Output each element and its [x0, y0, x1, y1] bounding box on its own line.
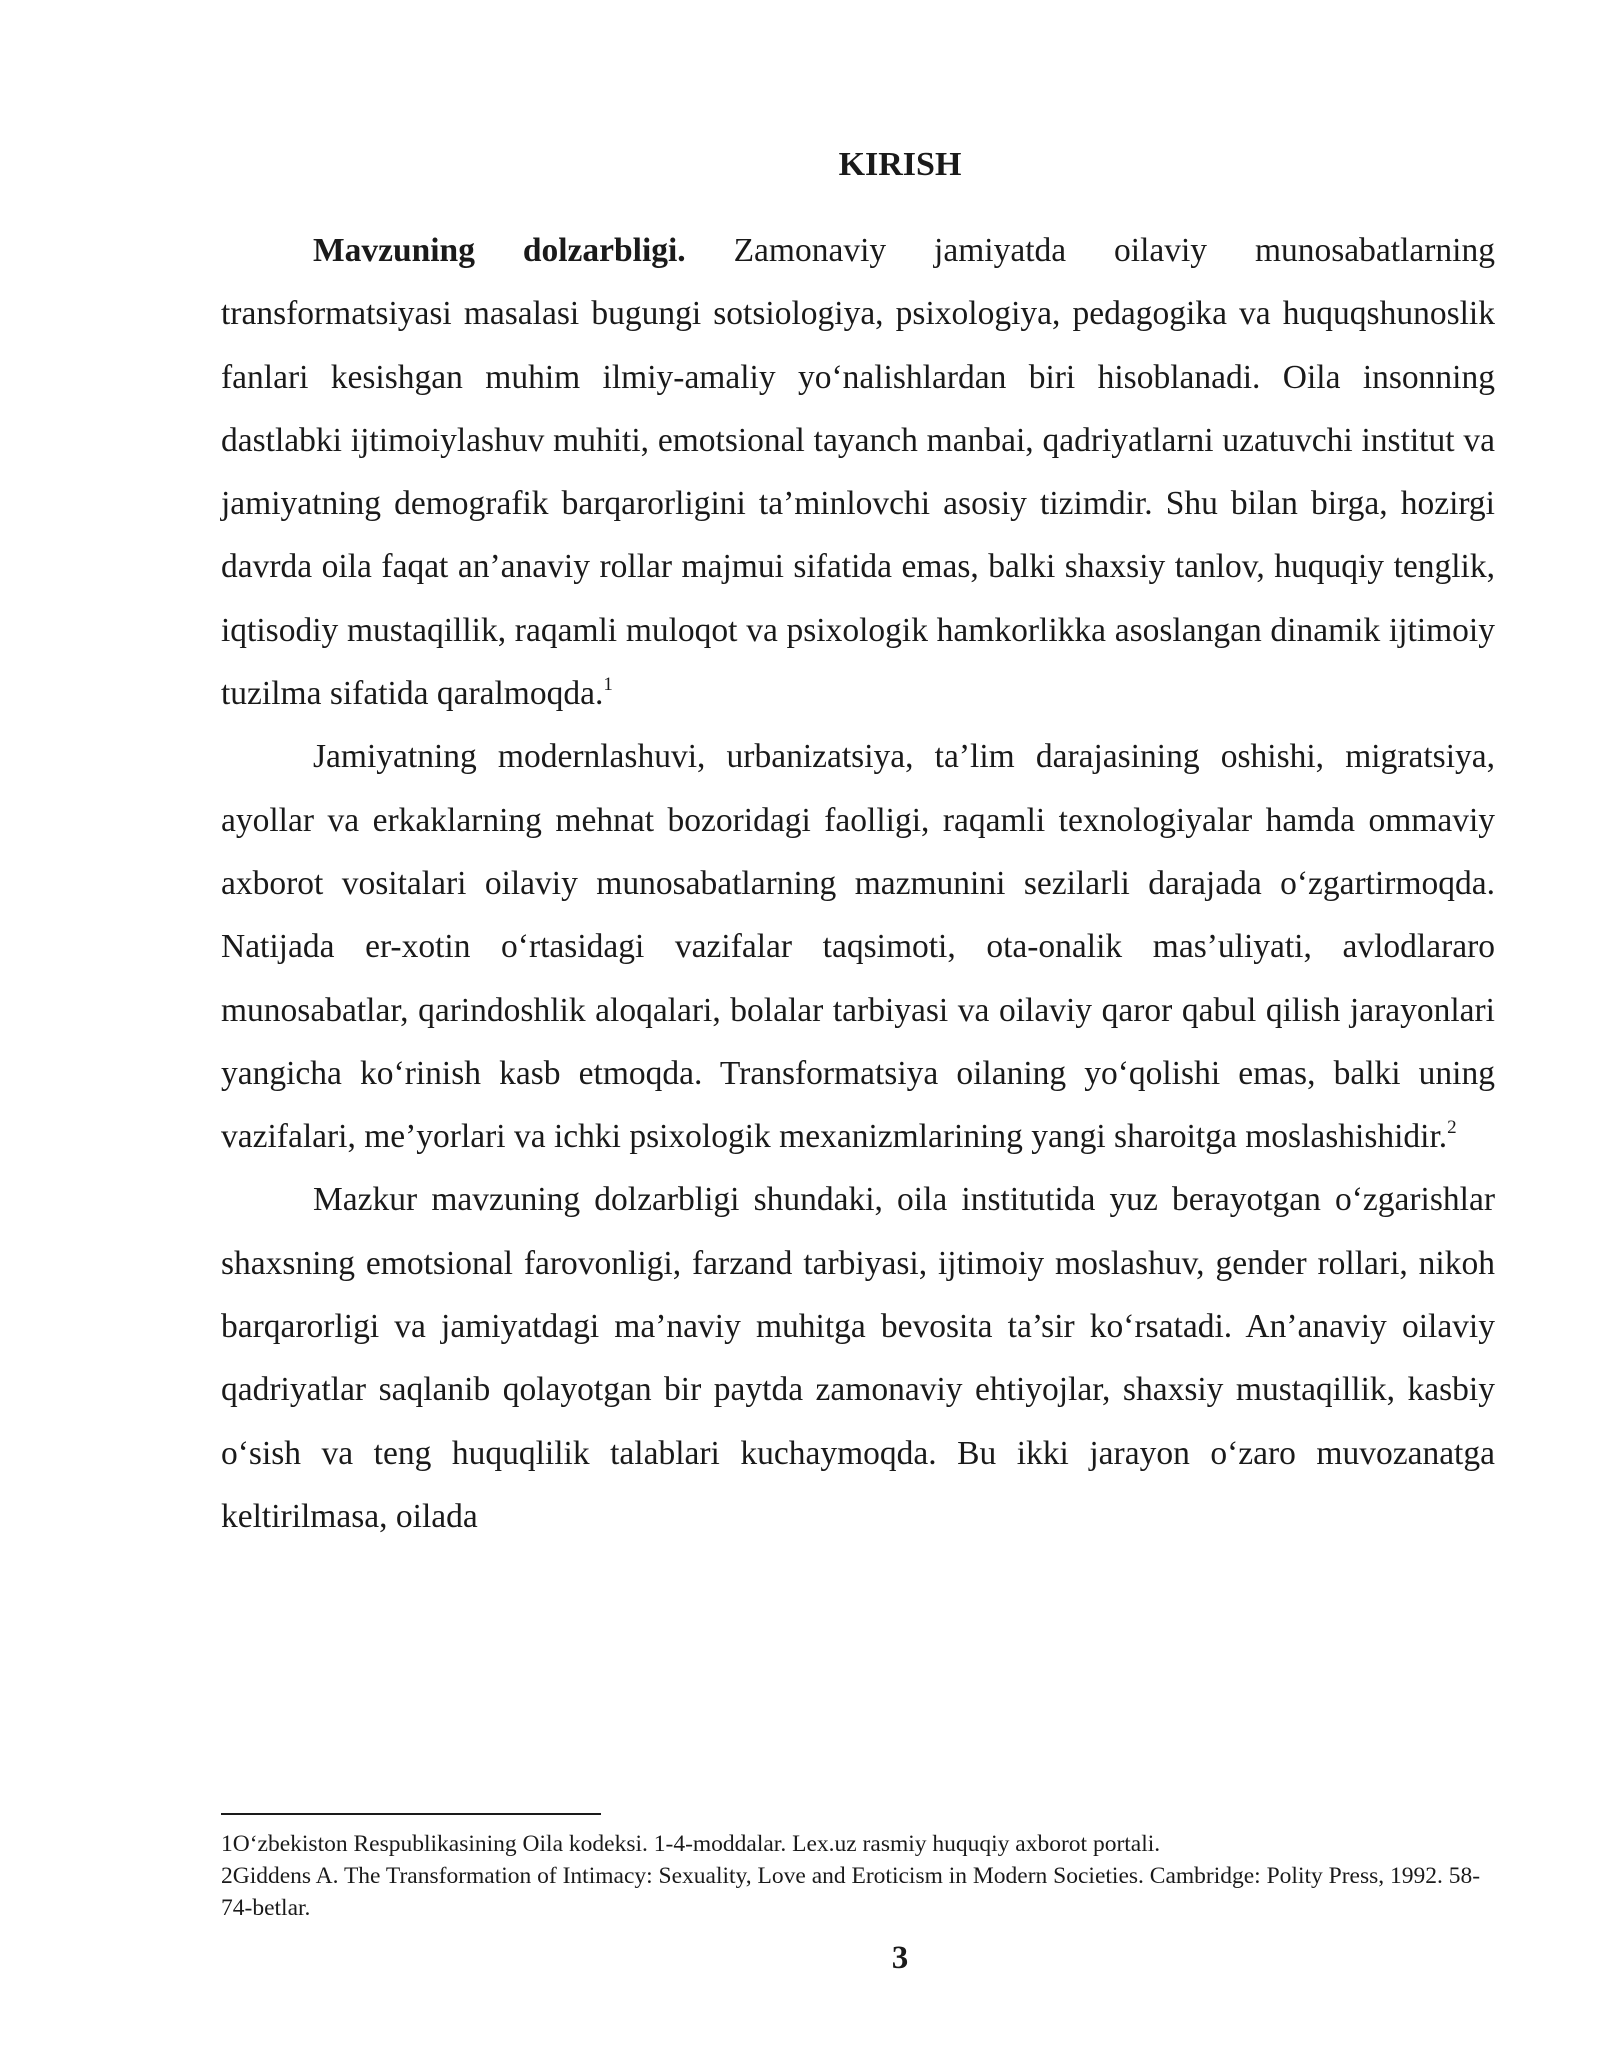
footnote-number: 1	[221, 1831, 233, 1857]
footnote-2	[221, 1860, 1495, 1924]
section-heading: KIRISH	[838, 146, 962, 183]
body-text	[221, 219, 1495, 1548]
paragraph-significance	[221, 1168, 1495, 1548]
page-number: 3	[891, 1940, 909, 1976]
footnotes	[221, 1828, 1495, 1924]
footnote-ref-1[interactable]: 1	[603, 673, 613, 695]
footnote-text: Giddens A. The Transformation of Intimacy: Sexuality, Love and Eroticism in Modern Societies. Cambridge: Polity Press, 1992. 58-74-betlar.	[221, 1863, 1481, 1921]
section-heading-container	[221, 146, 1495, 184]
footnote-text: O‘zbekiston Respublikasining Oila kodeksi. 1-4-moddalar. Lex.uz rasmiy huquqiy axborot portali.	[232, 1831, 1161, 1857]
paragraph-text: Zamonaviy jamiyatda oilaviy munosabatlarning transformatsiyasi masalasi bugungi sotsiologiya, psixologiya, pedagogika va huquqshunoslik fanlari kesishgan muhim ilmiy-amaliy yo‘nalishlardan biri hisoblanadi. Oila insonning dastlabki ijtimoiylashuv muhiti, emotsional tayanch manbai, qadriyatlarni uzatuvchi institut va jamiyatning demografik barqarorligini ta’minlovchi asosiy tizimdir. Shu bilan birga, hozirgi davrda oila faqat an’anaviy rollar majmui sifatida emas, balki shaxsiy tanlov, huquqiy tenglik, iqtisodiy mustaqillik, raqamli muloqot va psixologik hamkorlikka asoslangan dinamik ijtimoiy tuzilma sifatida qaralmoqda.	[221, 232, 1495, 713]
footnote-ref-2[interactable]: 2	[1447, 1117, 1457, 1138]
paragraph-modernization	[221, 725, 1495, 1168]
footnote-1	[221, 1828, 1495, 1860]
footnote-number: 2	[221, 1863, 233, 1889]
paragraph-text: Mazkur mavzuning dolzarbligi shundaki, oila institutida yuz berayotgan o‘zgarishlar shaxsning emotsional farovonligi, farzand tarbiyasi, ijtimoiy moslashuv, gender rollari, nikoh barqarorligi va jamiyatdagi ma’naviy muhitga bevosita ta’sir ko‘rsatadi. An’anaviy oilaviy qadriyatlar saqlanib qolayotgan bir paytda zamonaviy ehtiyojlar, shaxsiy mustaqillik, kasbiy o‘sish va teng huquqlilik talablari kuchaymoqda. Bu ikki jarayon o‘zaro muvozanatga keltirilmasa, oilada	[221, 1181, 1495, 1535]
paragraph-text: Jamiyatning modernlashuvi, urbanizatsiya, ta’lim darajasining oshishi, migratsiya, ayollar va erkaklarning mehnat bozoridagi faolligi, raqamli texnologiyalar hamda ommaviy axborot vositalari oilaviy munosabatlarning mazmunini sezilarli darajada o‘zgartirmoqda. Natijada er-xotin o‘rtasidagi vazifalar taqsimoti, ota-onalik mas’uliyati, avlodlararo munosabatlar, qarindoshlik aloqalari, bolalar tarbiyasi va oilaviy qaror qabul qilish jarayonlari yangicha ko‘rinish kasb etmoqda. Transformatsiya oilaning yo‘qolishi emas, balki uning vazifalari, me’yorlari va ichki psixologik mexanizmlarining yangi sharoitga moslashishidir.	[221, 738, 1495, 1156]
footnote-separator	[221, 1813, 601, 1815]
paragraph-relevance	[221, 219, 1495, 725]
paragraph-lead: Mavzuning dolzarbligi.	[313, 232, 686, 269]
